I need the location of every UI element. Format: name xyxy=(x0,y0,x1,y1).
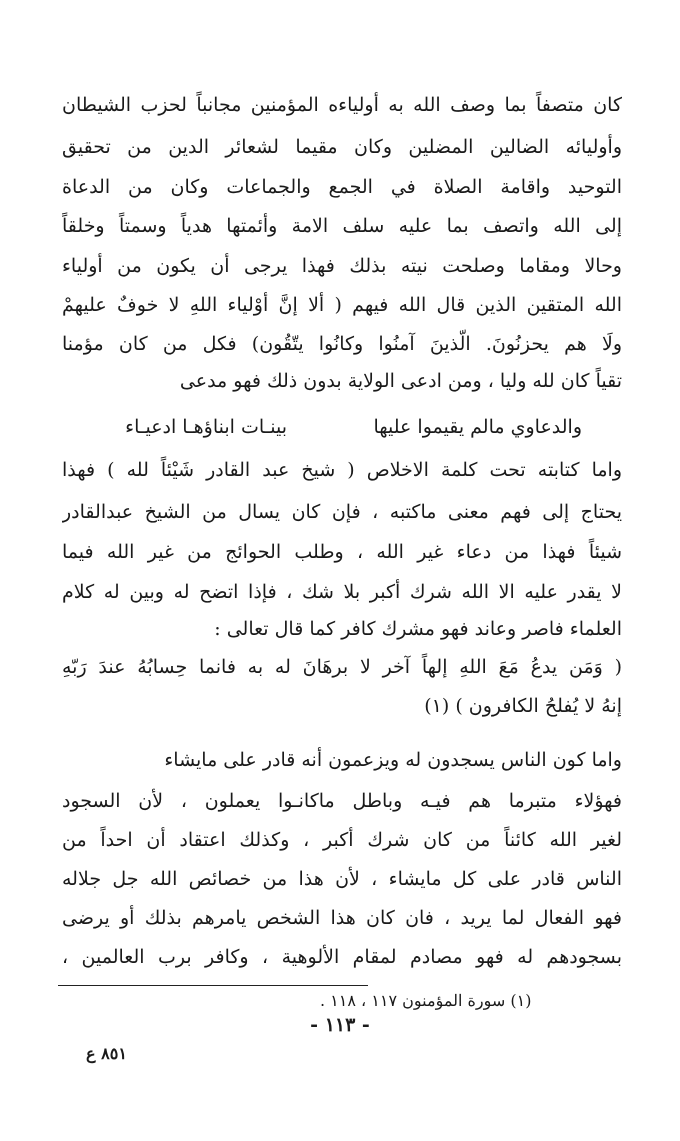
text-line: وحالا ومقاما وصلحت نيته بذلك فهذا يرجى أن يكون من أولياء xyxy=(62,255,622,277)
text-line: بسجودهم له فهو مصادم لمقام الألوهية ، وكافر برب العالمين ، xyxy=(62,946,622,968)
text-line: فهؤلاء متبرما هم فيـه وباطل ماكانـوا يعملون ، لأن السجود xyxy=(62,790,622,812)
footnote-divider xyxy=(58,985,368,986)
quran-verse-line: ( وَمَن يدعُ مَعَ اللهِ إلهاً آخر لا برهَانَ له به فانما حِسابُهُ عندَ رَبّهِ xyxy=(62,656,622,678)
text-line: تقياً كان لله وليا ، ومن ادعى الولاية بدون ذلك فهو مدعى xyxy=(179,370,622,392)
text-line: يحتاج إلى فهم معنى ماكتبه ، فإن كان يسال من الشيخ عبدالقادر xyxy=(62,501,622,523)
text-line: لا يقدر عليه الا الله شرك أكبر بلا شك ، فإذا اتضح له وبين له كلام xyxy=(62,581,622,603)
poem-verse xyxy=(62,410,622,444)
quran-verse-line: إنهُ لا يُفلحُ الكافرون ) (١) xyxy=(424,695,622,717)
text-line: كان متصفاً بما وصف الله به أولياءه المؤمنين مجانباً لحزب الشيطان xyxy=(62,94,622,116)
text-line: التوحيد واقامة الصلاة في الجمع والجماعات وكان من الدعاة xyxy=(62,176,622,198)
text-line: فهو الفعال لما يريد ، فان كان هذا الشخص يامرهم بذلك أو يرضى xyxy=(62,907,622,929)
text-line: وأوليائه الضالين المضلين وكان مقيما لشعائر الدين من تحقيق xyxy=(62,136,622,158)
text-line: واما كتابته تحت كلمة الاخلاص ( شيخ عبد القادر شَيْئاً لله ) فهذا xyxy=(62,459,622,481)
text-line: الناس قادر على كل مايشاء ، لأن هذا من خصائص الله جل جلاله xyxy=(62,868,622,890)
page-number: - ١١٣ - xyxy=(310,1014,370,1036)
poem-hemistich-first: والدعاوي مالم يقيموا عليها xyxy=(373,416,582,438)
text-line: ولَا هم يحزنُونَ. الّذينَ آمنُوا وكانُوا يتّقُون) فكل من كان مؤمنا xyxy=(62,333,622,355)
text-line: العلماء فاصر وعاند فهو مشرك كافر كما قال تعالى : xyxy=(214,618,622,640)
text-line: واما كون الناس يسجدون له ويزعمون أنه قادر على مايشاء xyxy=(164,749,622,771)
text-line: الله المتقين الذين قال الله فيهم ( ألا إنَّ أوْلياء اللهِ لا خوفٌ عليهمْ xyxy=(62,294,622,316)
footnote: (١) سورة المؤمنون ١١٧ ، ١١٨ . xyxy=(320,991,532,1010)
text-line: لغير الله كائناً من كان شرك أكبر ، وكذلك اعتقاد أن احداً من xyxy=(62,829,622,851)
poem-hemistich-second: بينـات ابناؤهـا ادعيـاء xyxy=(125,416,287,438)
text-line: إلى الله واتصف بما عليه سلف الامة وأئمتها هدياً وسمتاً وخلقاً xyxy=(62,215,622,237)
text-line: شيئاً فهذا من دعاء غير الله ، وطلب الحوائج من غير الله فيما xyxy=(62,541,622,563)
reference-code: ٨٥١ ع xyxy=(86,1044,127,1063)
